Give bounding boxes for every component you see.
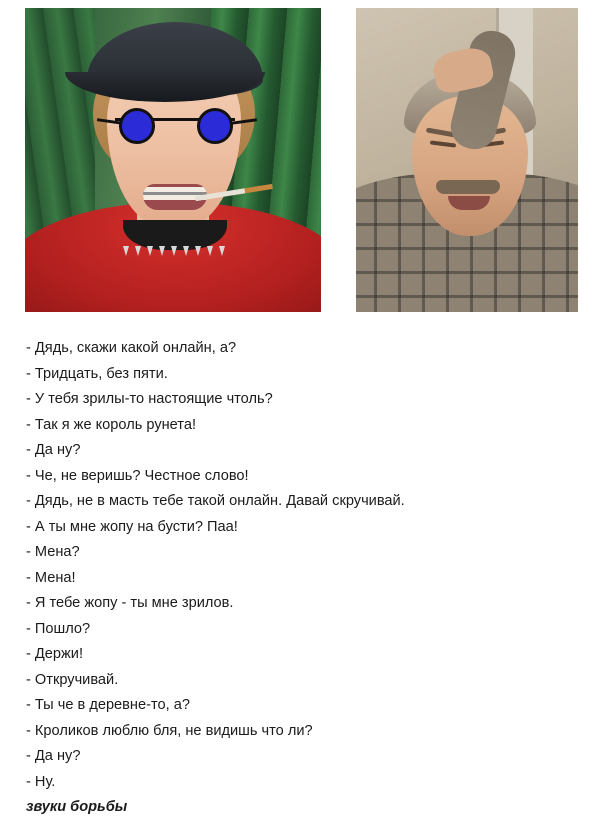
dialogue-line: - Да ну? [26, 748, 81, 764]
dialogue-block [0, 336, 602, 821]
blue-lens-right [197, 108, 233, 144]
dialogue-line: - Мена! [26, 569, 76, 586]
dialogue-line: - Пошло? [26, 620, 91, 637]
dialogue-line: - Я тебе жопу - ты мне зрилов. [26, 595, 234, 611]
right-photo [356, 8, 578, 312]
dialogue-line: - Откручивай. [26, 671, 119, 688]
dialogue-line: - Тридцать, без пяти. [26, 365, 168, 382]
dialogue-line: - Ты че в деревне-то, а? [26, 697, 190, 713]
closing-note: звуки борьбы [26, 799, 128, 815]
dialogue-line: - Че, не веришь? Честное слово! [26, 467, 249, 484]
dialogue-line: - Да ну? [26, 442, 81, 458]
braces [143, 192, 207, 195]
moustache [436, 180, 500, 194]
collar-spikes [121, 242, 231, 256]
blue-lens-left [119, 108, 155, 144]
photos-row [0, 0, 602, 326]
dialogue-line: - Дядь, скажи какой онлайн, а? [26, 340, 237, 356]
dialogue-line: - Кроликов люблю бля, не видишь что ли? [26, 722, 313, 739]
dialogue-line: - У тебя зрилы-то настоящие чтоль? [26, 391, 273, 407]
dialogue-line: - А ты мне жопу на бусти? Паа! [26, 518, 238, 535]
dialogue-line: - Держи! [26, 646, 83, 662]
dialogue-line: - Ну. [26, 773, 56, 790]
dialogue-line: - Так я же король рунета! [26, 416, 197, 433]
left-photo [25, 8, 321, 312]
dialogue-line: - Мена? [26, 544, 80, 560]
dialogue-line: - Дядь, не в масть тебе такой онлайн. Давай скручивай. [26, 493, 405, 509]
